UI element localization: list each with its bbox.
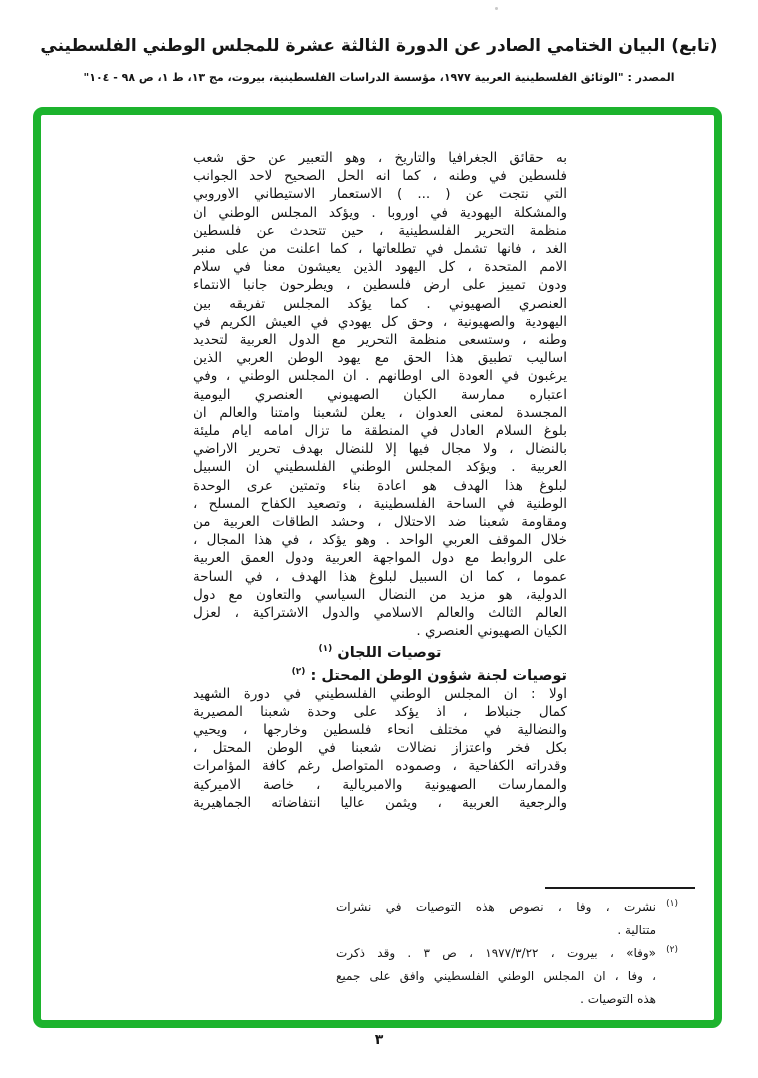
body-text-line: الكيان الصهيوني العنصري . [416,623,567,640]
footnote-text-line: متتالية . [617,923,656,937]
section-heading-text: توصيات اللجان [337,645,442,662]
footnote-1-lines [336,896,656,942]
paragraph-final-statement [193,149,567,640]
subsection-heading-text: توصيات لجنة شؤون الوطن المحتل : [310,667,567,684]
section-heading-committee-recommendations [193,640,567,662]
footnote-text-line: «وفا» ، بيروت ، ١٩٧٧/٣/٢٢ ، ص ٣ . وقد ذكرت [336,946,656,960]
footnote-1 [336,896,678,942]
body-text-line: كمال جنبلاط ، اذ يؤكد على وحدة شعبنا المصيرية [193,703,567,720]
paragraph-recommendation-first [193,685,567,812]
body-text-line: الدولية، هو مزيد من النضال السياسي والتعاون مع دول [193,586,567,603]
main-text-column [193,149,567,812]
footnote-ref-2: (٢) [291,666,306,677]
footnote-text-line: هذه التوصيات . [580,992,656,1006]
body-text-line: والمشكلة اليهودية في اوروبا . ويؤكد المجلس الوطني ان [193,204,567,221]
body-text-line: وقدراته الكفاحية ، وصموده المتواصل رغم كافة المؤامرات [193,758,567,775]
footnote-2 [336,942,678,1011]
footnote-2-lines [336,942,656,1011]
body-text-line: اولا : ان المجلس الوطني الفلسطيني في دورة الشهيد [193,685,567,702]
body-text-line: والممارسات الصهيونية والامبريالية ، خاصة الاميركية [193,776,567,793]
body-text-line: العنصري الصهيوني . كما يؤكد المجلس تفريقه بين [193,295,567,312]
body-text-line: خلال الموقف العربي الواحد . وهو يؤكد ، في هذا المجال ، [193,532,567,549]
page-title: (تابع) البيان الختامي الصادر عن الدورة الثالثة عشرة للمجلس الوطني الفلسطيني [40,36,718,56]
body-text-line: والرجعية العربية ، ويثمن عاليا انتفاضاته الجماهيرية [193,794,567,811]
body-text-line: الوطنية في الساحة الفلسطينية ، وتصعيد الكفاح المسلح ، [193,495,567,512]
body-text-line: فلسطين في وطنه ، كما انه الحل الصحيح لاحد الجوانب [193,168,567,185]
body-text-line: يرغبون في العودة الى اوطانهم . ان المجلس الوطني ، وفي [193,368,567,385]
body-text-line: العربية . ويؤكد المجلس الوطني الفلسطيني ان السبيل [193,459,567,476]
body-text-line: وطنه ، وستسعى منظمة التحرير مع الدول العربية لتحديد [193,332,567,349]
body-text-line: التي نتجت عن ( ... ) الاستعمار الاستيطاني الاوروبي [193,186,567,203]
body-text-line: العالم الثالث والعالم الاسلامي والدول الاشتراكية ، لعزل [193,605,567,622]
footnote-separator-rule [545,887,695,889]
body-text-line: به حقائق الجغرافيا والتاريخ ، وهو التعبير عن حق شعب [193,150,567,166]
footnote-ref-1: (١) [318,644,333,655]
body-text-line: عموما ، كما ان السبيل لبلوغ هذا الهدف ، في الساحة [193,568,567,585]
subsection-heading-occupied-homeland [193,663,567,685]
body-text-line: بلوغ السلام العادل في المنطقة ما تزال امامه ايام مليئة [193,423,567,440]
body-text-line: اساليب تطبيق هذا الحق مع يهود الوطن العربي الذين [193,350,567,367]
body-text-line: منظمة التحرير الفلسطينية ، حين تتحدث عن فلسطين [193,222,567,239]
body-text-line: ودون تمييز على ارض فلسطين ، ويطرحون جانبا الانتماء [193,277,567,294]
body-text-line: اعتباره ممارسة الكيان الصهيوني العنصري اليومية [193,386,567,403]
footnote-2-marker: (٢) [666,945,678,955]
body-text-line: بكل فخر واعتزاز نضالات شعبنا في الوطن المحتل ، [193,740,567,757]
body-text-line: على الروابط مع دول المواجهة العربية ودول العمق العربية [193,550,567,567]
body-text-line: اليهودية والصهيونية ، وحق كل يهودي في العيش الكريم في [193,313,567,330]
body-text-line: المجسدة لمعنى العدوان ، يعلن لشعبنا وامتنا والعالم ان [193,404,567,421]
body-text-line: الغد ، فانها تشمل في تطلعاتها ، كما اعلنت من على منبر [193,241,567,258]
footnote-text-line: نشرت ، وفا ، نصوص هذه التوصيات في نشرات [336,900,656,914]
body-text-line: ومقاومة شعبنا ضد الاحتلال ، وحشد الطاقات العربية من [193,514,567,531]
body-text-line: بالنضال ، ولا مجال فيها إلا للنضال بهدف تحرير الاراضي [193,441,567,458]
footnotes-section [336,896,678,1011]
source-citation-line: المصدر : "الوثائق الفلسطينية العربية ١٩٧٧، مؤسسة الدراسات الفلسطينية، بيروت، مج ١٣، ط ١، ص ٩٨ - ١٠٤" [83,71,675,84]
scan-artifact-dot [495,7,498,10]
footnote-text-line: ، وفا ، ان المجلس الوطني الفلسطيني وافق على جميع [336,969,656,983]
body-text-line: والنضالية في مختلف انحاء فلسطين وخارجها ، ويحيي [193,721,567,738]
footnote-1-marker: (١) [666,899,678,909]
body-text-line: الامم المتحدة ، كل اليهود الذين يعيشون معنا في سلام [193,259,567,276]
body-text-line: لبلوغ هذا الهدف هو اعادة بناء وتمتين عرى الوحدة [193,477,567,494]
page-number: ٣ [374,1032,384,1048]
